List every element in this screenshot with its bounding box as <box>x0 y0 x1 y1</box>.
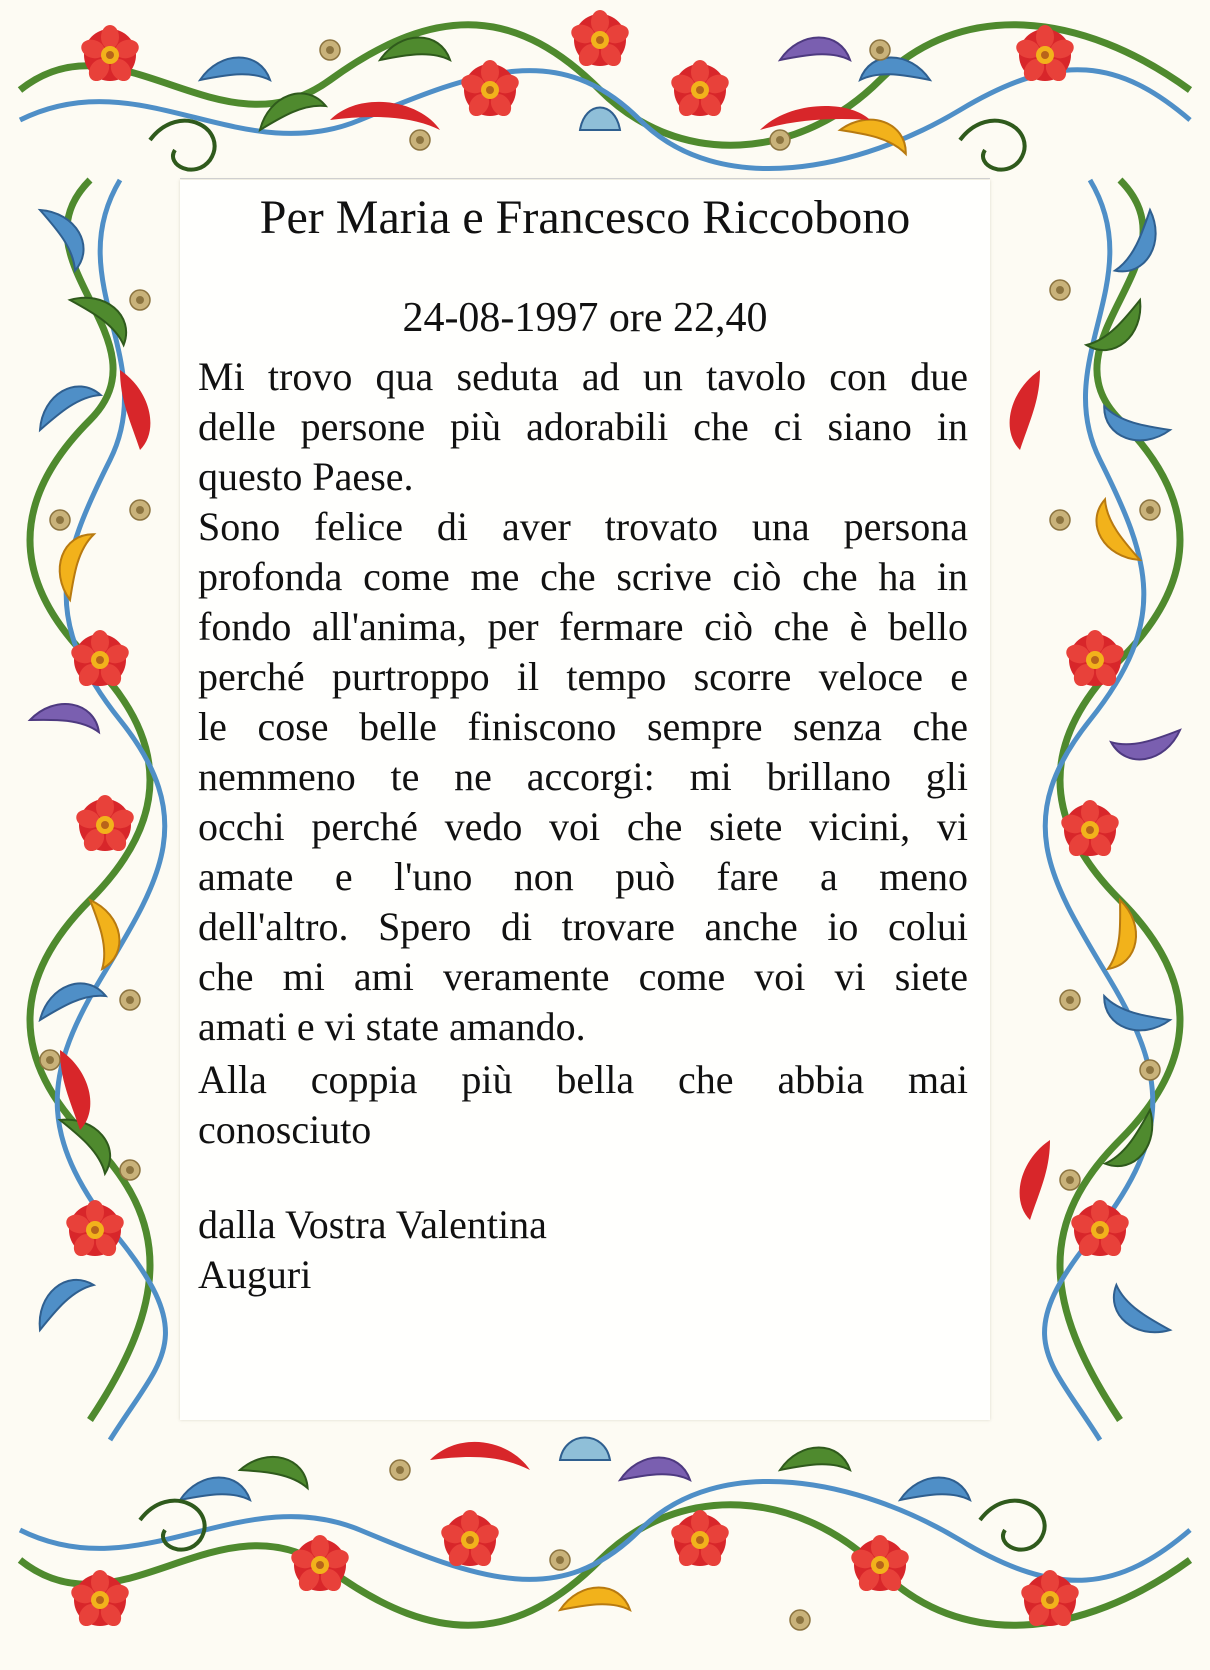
body-line: questo Paese. <box>198 454 414 499</box>
dedication-line: Alla coppia più bella che abbia mai <box>198 1057 968 1102</box>
body-line: fondo all'anima, per fermare ciò che è bello <box>198 604 968 649</box>
body-line: perché purtroppo il tempo scorre veloce e <box>198 654 968 699</box>
body-line: delle persone più adorabili che ci siano in <box>198 404 968 449</box>
body-line: Sono felice di aver trovato una persona <box>198 504 968 549</box>
body-line: che mi ami veramente come voi vi siete <box>198 954 968 999</box>
letter-date: 24-08-1997 ore 22,40 <box>402 295 768 341</box>
letter-title: Per Maria e Francesco Riccobono <box>259 191 911 244</box>
body-line: dell'altro. Spero di trovare anche io colui <box>198 904 968 949</box>
body-line: Mi trovo qua seduta ad un tavolo con due <box>198 354 968 399</box>
body-line: occhi perché vedo voi che siete vicini, vi <box>198 804 968 849</box>
body-line: profonda come me che scrive ciò che ha in <box>198 554 968 599</box>
panel-top-rule <box>180 178 990 179</box>
body-line: amate e l'uno non può fare a meno <box>198 854 968 899</box>
body-line: amati e vi state amando. <box>198 1004 586 1049</box>
signature-line: dalla Vostra Valentina <box>198 1202 547 1247</box>
body-line: nemmeno te ne accorgi: mi brillano gli <box>198 754 968 799</box>
body-line: le cose belle finiscono sempre senza che <box>198 704 968 749</box>
dedication-line: conosciuto <box>198 1107 372 1152</box>
signature-line: Auguri <box>198 1252 312 1297</box>
